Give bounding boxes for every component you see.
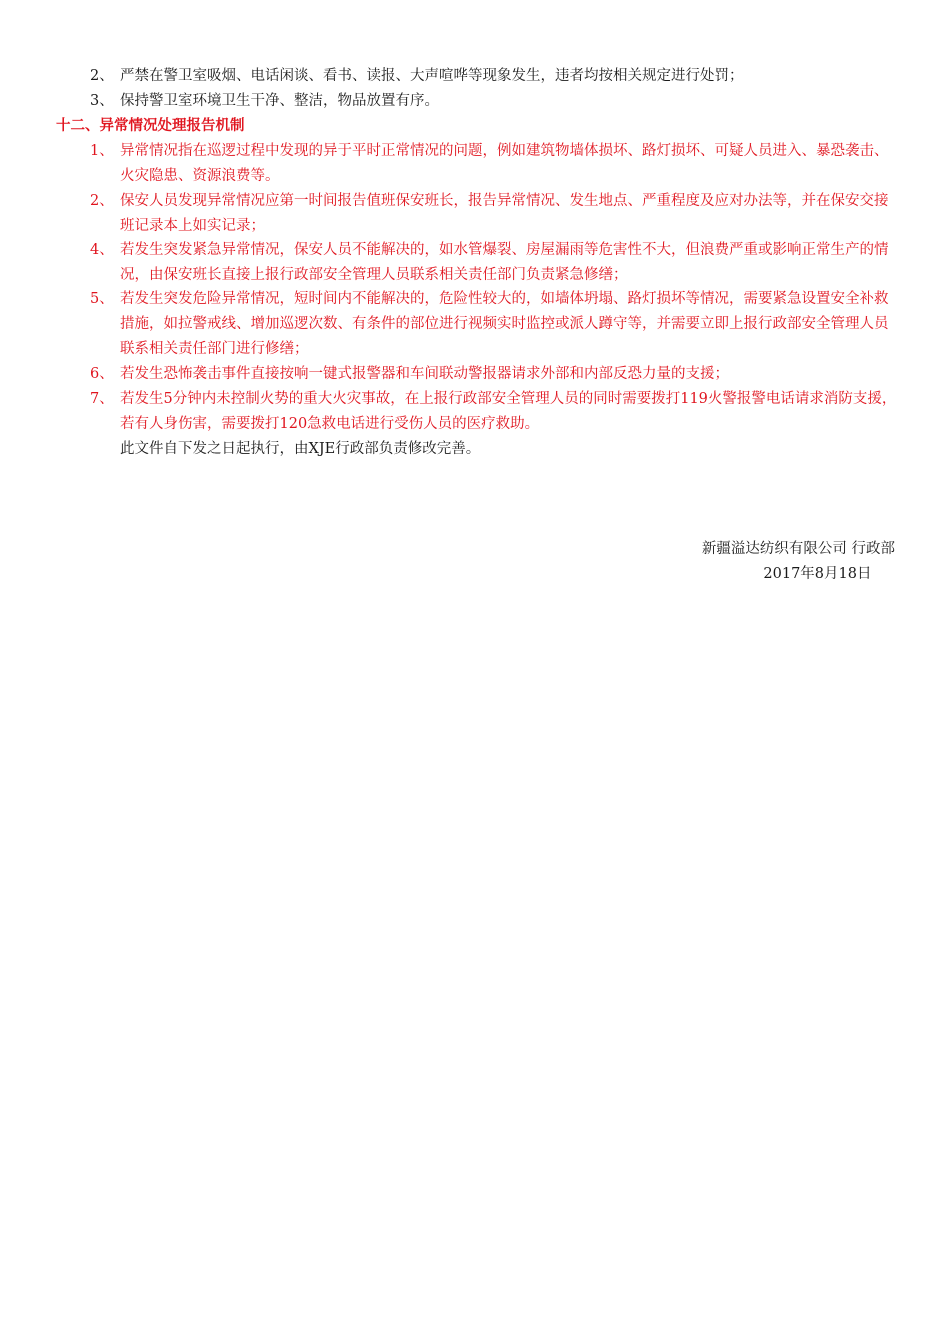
item-number: 5、 [90,291,114,307]
item-text: 异常情况指在巡逻过程中发现的异于平时正常情况的问题，例如建筑物墙体损坏、路灯损坏、可疑人员进入、暴恐袭击、火灾隐患、资源浪费等。 [120,143,889,184]
item-number: 7、 [90,391,114,407]
item-number: 2、 [90,193,114,209]
item-text: 严禁在警卫室吸烟、电话闲谈、看书、读报、大声喧哗等现象发生，违者均按相关规定进行处罚； [120,68,744,84]
signature-organization: 新疆溢达纺织有限公司 行政部 [701,541,895,557]
item-text: 保持警卫室环境卫生干净、整洁，物品放置有序。 [120,93,439,109]
item-text: 若发生突发紧急异常情况，保安人员不能解决的，如水管爆裂、房屋漏雨等危害性不大，但浪费严重或影响正常生产的情况，由保安班长直接上报行政部安全管理人员联系相关责任部门负责紧急修缮； [120,242,889,283]
item-text: 若发生恐怖袭击事件直接按响一键式报警器和车间联动警报器请求外部和内部反恐力量的支援； [120,366,729,382]
list-item [90,387,898,437]
item-text: 保安人员发现异常情况应第一时间报告值班保安班长，报告异常情况、发生地点、严重程度及应对办法等，并在保安交接班记录本上如实记录； [120,193,889,234]
closing-statement: 此文件自下发之日起执行，由XJE行政部负责修改完善。 [120,441,481,457]
list-item [90,238,898,288]
signature-date: 2017年8月18日 [763,566,872,582]
section-heading: 十二、异常情况处理报告机制 [56,118,245,134]
item-text: 若发生突发危险异常情况，短时间内不能解决的，危险性较大的，如墙体坍塌、路灯损坏等情况，需要紧急设置安全补救措施，如拉警戒线、增加巡逻次数、有条件的部位进行视频实时监控或派人蹲守等，并需要立即上报行政部安全管理人员联系相关责任部门进行修缮； [120,291,889,357]
item-number: 6、 [90,366,114,382]
item-number: 3、 [90,93,114,109]
list-item [90,139,898,189]
item-number: 1、 [90,143,114,159]
item-text: 若发生5分钟内未控制火势的重大火灾事故，在上报行政部安全管理人员的同时需要拨打119火警报警电话请求消防支援，若有人身伤害，需要拨打120急救电话进行受伤人员的医疗救助。 [120,391,897,432]
item-number: 4、 [90,242,114,258]
list-item [90,89,898,114]
list-item [90,64,898,89]
signature-block [702,537,895,587]
list-item [90,189,898,239]
list-item [90,362,898,387]
list-item [90,287,898,362]
item-number: 2、 [90,68,114,84]
